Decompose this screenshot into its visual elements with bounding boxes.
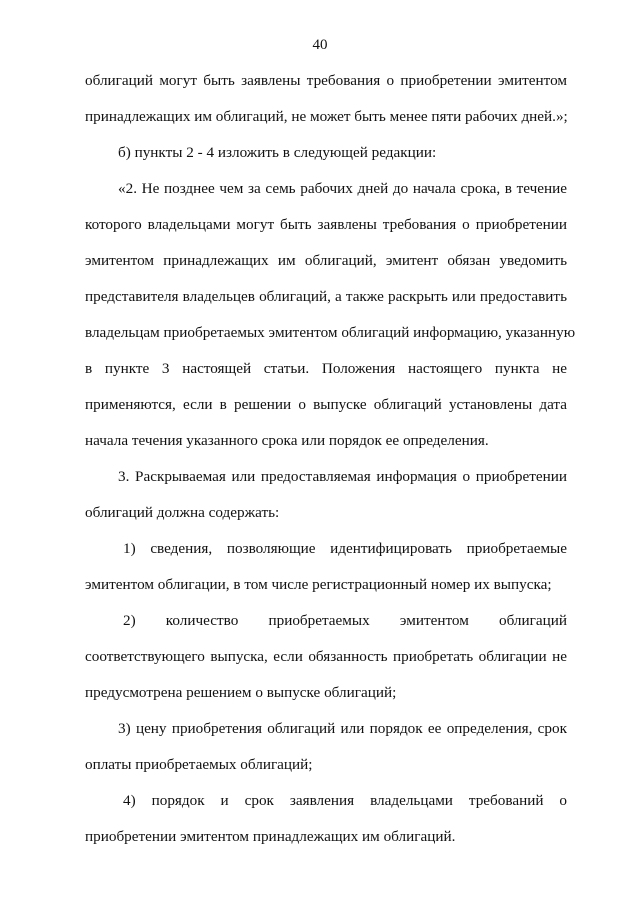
- text-line: эмитентом облигации, в том числе регистрационный номер их выпуска;: [85, 576, 552, 593]
- text-line: приобретении эмитентом принадлежащих им облигаций.: [85, 828, 456, 845]
- text-line: принадлежащих им облигаций, не может быть менее пяти рабочих дней.»;: [85, 108, 568, 125]
- text-line: «2. Не позднее чем за семь рабочих дней до начала срока, в течение: [118, 180, 567, 197]
- text-line: которого владельцами могут быть заявлены требования о приобретении: [85, 216, 567, 233]
- text-line: эмитентом принадлежащих им облигаций, эмитент обязан уведомить: [85, 252, 567, 269]
- text-line: оплаты приобретаемых облигаций;: [85, 756, 313, 773]
- text-line: начала течения указанного срока или порядок ее определения.: [85, 432, 489, 449]
- text-line: 4) порядок и срок заявления владельцами требований о: [123, 792, 567, 809]
- text-line: представителя владельцев облигаций, а также раскрыть или предоставить: [85, 288, 567, 305]
- text-line: 2) количество приобретаемых эмитентом облигаций: [123, 612, 567, 629]
- text-line: 3) цену приобретения облигаций или порядок ее определения, срок: [118, 720, 567, 737]
- text-line: применяются, если в решении о выпуске облигаций установлены дата: [85, 396, 567, 413]
- text-line: соответствующего выпуска, если обязанность приобретать облигации не: [85, 648, 567, 665]
- text-line: облигаций могут быть заявлены требования о приобретении эмитентом: [85, 72, 567, 89]
- text-line: б) пункты 2 - 4 изложить в следующей редакции:: [118, 144, 437, 161]
- text-line: предусмотрена решением о выпуске облигаций;: [85, 684, 397, 701]
- page-number: 40: [312, 37, 328, 53]
- text-line: владельцам приобретаемых эмитентом облигаций информацию, указанную: [85, 324, 576, 341]
- text-line: 1) сведения, позволяющие идентифицировать приобретаемые: [123, 540, 567, 557]
- text-line: в пункте 3 настоящей статьи. Положения настоящего пункта не: [85, 360, 567, 377]
- text-line: 3. Раскрываемая или предоставляемая информация о приобретении: [118, 468, 567, 485]
- text-line: облигаций должна содержать:: [85, 504, 280, 521]
